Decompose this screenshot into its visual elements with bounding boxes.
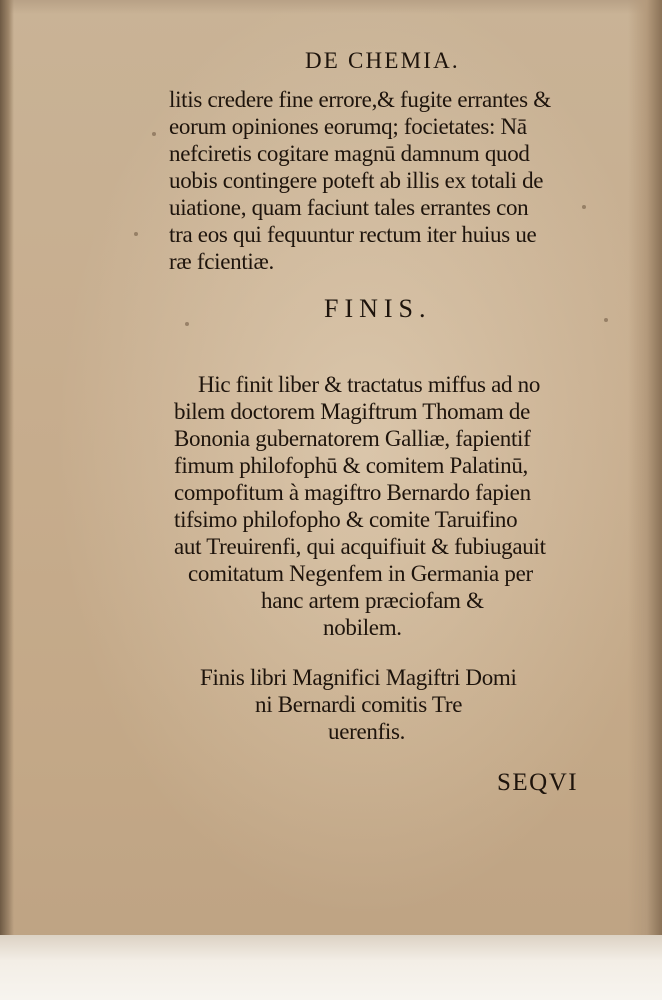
colophon-line: fimum philofophū & comitem Palatinū,	[174, 453, 528, 478]
page-top-edge	[0, 0, 662, 14]
colophon-line: comitatum Negenfem in Germania per	[188, 561, 533, 586]
finis-heading: FINIS.	[324, 294, 432, 323]
colophon-line: Bononia gubernatorem Galliæ, fapientif	[174, 426, 531, 451]
colophon-line: bilem doctorem Magiftrum Thomam de	[174, 399, 531, 424]
closing-line: ni Bernardi comitis Tre	[255, 692, 463, 717]
closing-line: uerenfis.	[328, 719, 406, 744]
body-line: ræ fcientiæ.	[169, 249, 274, 274]
ink-speck	[134, 232, 138, 236]
colophon-line: nobilem.	[323, 615, 402, 640]
colophon-line: aut Treuirenfi, qui acquifiuit & fubiugauit	[174, 534, 546, 559]
colophon-line: Hic finit liber & tractatus miffus ad no	[198, 372, 541, 397]
colophon-line: tifsimo philofopho & comite Taruifino	[174, 507, 518, 532]
ink-speck	[582, 205, 586, 209]
body-line: litis credere fine errore,& fugite errantes &	[169, 87, 551, 112]
ink-speck	[185, 322, 189, 326]
catchword: SEQVI	[497, 769, 579, 796]
body-line: uobis contingere poteft ab illis ex totali de	[169, 168, 544, 193]
page-right-edge	[628, 0, 662, 935]
colophon-line: hanc artem præciofam &	[261, 588, 484, 613]
ink-speck	[152, 132, 156, 136]
page-left-edge	[0, 0, 14, 935]
running-header: DE CHEMIA.	[305, 48, 460, 73]
closing-line: Finis libri Magnifici Magiftri Domi	[200, 665, 517, 690]
ink-speck	[604, 318, 608, 322]
body-line: eorum opiniones eorumq; focietates: Nā	[169, 114, 527, 139]
body-line: uiatione, quam faciunt tales errantes con	[169, 195, 529, 220]
colophon-line: compofitum à magiftro Bernardo fapien	[174, 480, 531, 505]
page-bottom-margin	[0, 935, 662, 1000]
body-line: tra eos qui fequuntur rectum iter huius ue	[169, 222, 537, 247]
body-line: nefciretis cogitare magnū damnum quod	[169, 141, 530, 166]
